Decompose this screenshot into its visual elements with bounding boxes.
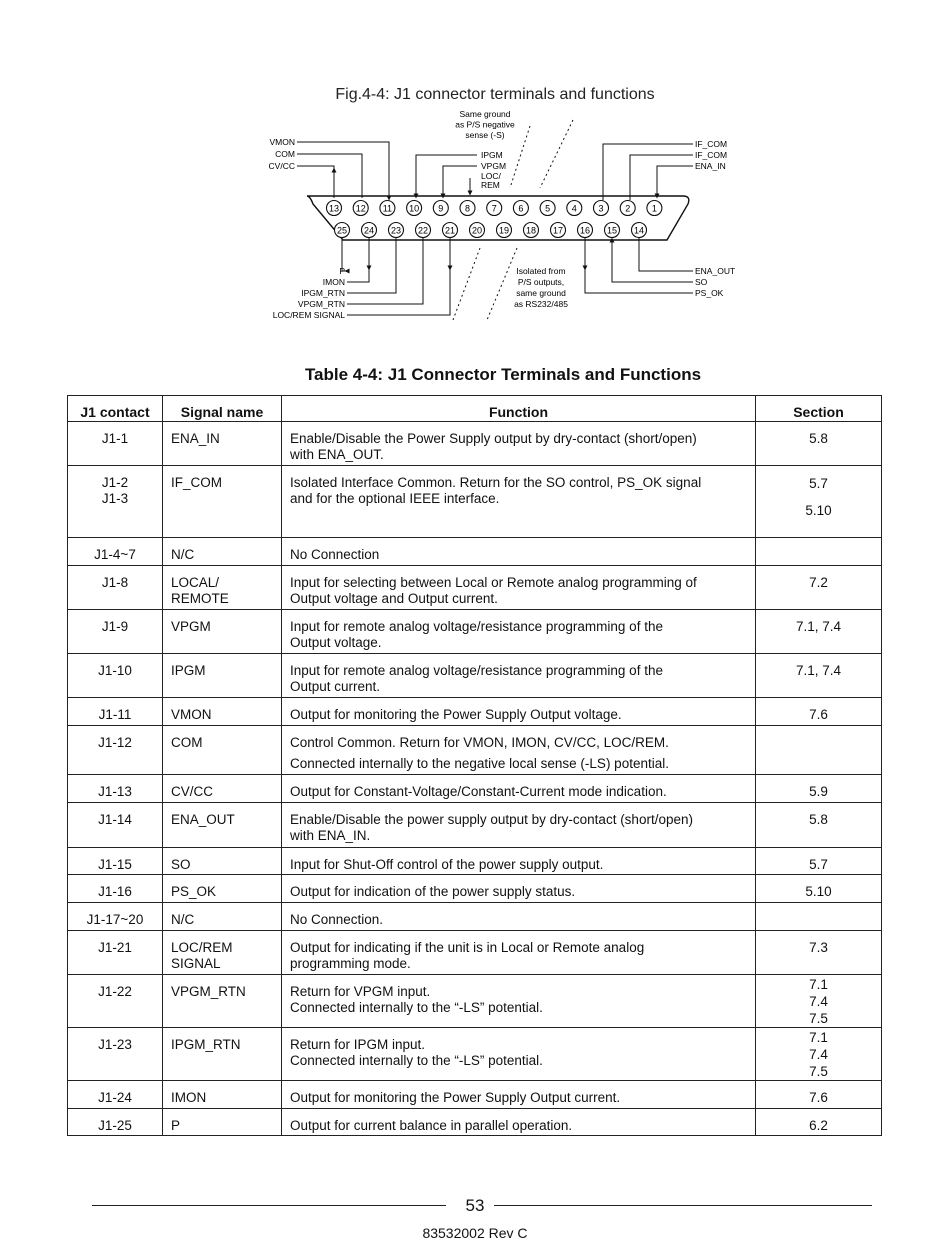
function-cell: Control Common. Return for VMON, IMON, CV/CC, LOC/REM. Connected internally to the negative local sense (-LS) potential. — [282, 726, 756, 775]
pin-1 — [647, 201, 662, 216]
function-cell: Return for IPGM input. Connected internally to the “-LS” potential. — [282, 1028, 756, 1081]
signal-label: IF_COM — [695, 139, 728, 149]
header-section: Section — [756, 396, 882, 422]
header-signal-name: Signal name — [163, 396, 282, 422]
pin-number: 11 — [382, 203, 393, 214]
contact-cell: J1-4~7 — [68, 538, 163, 566]
contact-cell: J1-15 — [68, 848, 163, 875]
contact-cell: J1-1 — [68, 422, 163, 466]
pin-number: 25 — [336, 225, 348, 236]
signal-label: VPGM — [481, 161, 507, 171]
section-cell: 7.1 7.4 7.5 — [756, 975, 882, 1028]
table-row — [68, 903, 882, 931]
function-cell: Input for remote analog voltage/resistance programming of the Output current. — [282, 654, 756, 698]
pin-15 — [605, 223, 620, 238]
table-row — [68, 610, 882, 654]
signal-cell: COM — [163, 726, 282, 775]
table-row — [68, 1109, 882, 1136]
pin-number: 19 — [498, 225, 510, 236]
section-cell: 7.2 — [756, 566, 882, 610]
table-title: Table 4-4: J1 Connector Terminals and Functions — [304, 365, 702, 384]
signal-cell: N/C — [163, 538, 282, 566]
contact-cell: J1-25 — [68, 1109, 163, 1136]
section-cell: 7.1 7.4 7.5 — [756, 1028, 882, 1081]
section-cell: 5.9 — [756, 775, 882, 803]
pin-number: 20 — [471, 225, 483, 236]
contact-cell: J1-8 — [68, 566, 163, 610]
table-row — [68, 875, 882, 903]
signal-label: ENA_OUT — [695, 266, 736, 276]
pin-number: 22 — [417, 225, 429, 236]
signal-cell: CV/CC — [163, 775, 282, 803]
function-cell: No Connection. — [282, 903, 756, 931]
pin-number: 7 — [491, 203, 497, 214]
contact-cell: J1-12 — [68, 726, 163, 775]
pin-number: 17 — [552, 225, 564, 236]
section-cell — [756, 538, 882, 566]
contact-cell: J1-14 — [68, 803, 163, 848]
note-bottom-line: as RS232/485 — [514, 299, 568, 309]
pin-number: 8 — [464, 203, 471, 214]
function-cell: Input for remote analog voltage/resistance programming of the Output voltage. — [282, 610, 756, 654]
contact-cell: J1-9 — [68, 610, 163, 654]
pin-5 — [540, 201, 555, 216]
signal-cell: LOC/REM SIGNAL — [163, 931, 282, 975]
table-row — [68, 422, 882, 466]
contact-cell: J1-24 — [68, 1081, 163, 1109]
signal-cell: N/C — [163, 903, 282, 931]
pin-11 — [380, 201, 395, 216]
pin-12 — [353, 201, 368, 216]
function-cell: Output for Constant-Voltage/Constant-Current mode indication. — [282, 775, 756, 803]
pin-number: 10 — [409, 203, 420, 214]
signal-label: LOC/REM SIGNAL — [272, 310, 345, 320]
pin-number: 13 — [328, 203, 340, 214]
signal-cell: ENA_OUT — [163, 803, 282, 848]
pin-16 — [578, 223, 593, 238]
contact-cell: J1-11 — [68, 698, 163, 726]
pin-number: 2 — [625, 203, 631, 214]
signal-label: VMON — [269, 137, 295, 147]
section-cell: 7.3 — [756, 931, 882, 975]
signal-cell: LOCAL/ REMOTE — [163, 566, 282, 610]
pin-number: 21 — [444, 225, 456, 236]
signal-label: REM — [481, 180, 500, 190]
signal-cell: PS_OK — [163, 875, 282, 903]
j1-connector-diagram — [255, 108, 755, 328]
pin-number: 24 — [363, 225, 375, 236]
pin-23 — [389, 223, 404, 238]
contact-cell: J1-16 — [68, 875, 163, 903]
signal-label: P — [339, 266, 345, 276]
signal-cell: VPGM — [163, 610, 282, 654]
table-row — [68, 726, 882, 775]
signal-label: IMON — [322, 277, 345, 287]
signal-cell: VPGM_RTN — [163, 975, 282, 1028]
pin-number: 6 — [518, 203, 524, 214]
table-row — [68, 848, 882, 875]
function-cell: Input for selecting between Local or Remote analog programming of Output voltage and Output current. — [282, 566, 756, 610]
signal-label: IPGM — [481, 150, 503, 160]
pin-17 — [551, 223, 566, 238]
section-cell: 5.8 — [756, 803, 882, 848]
signal-cell: IMON — [163, 1081, 282, 1109]
table-row — [68, 931, 882, 975]
pin-number: 4 — [571, 203, 577, 214]
section-cell: 7.6 — [756, 698, 882, 726]
signal-label: PS_OK — [695, 288, 724, 298]
function-cell: No Connection — [282, 538, 756, 566]
signal-cell: P — [163, 1109, 282, 1136]
pin-6 — [513, 201, 528, 216]
note-top-line: sense (-S) — [465, 130, 505, 140]
note-bottom-line: P/S outputs, — [517, 277, 565, 287]
contact-cell: J1-13 — [68, 775, 163, 803]
pin-number: 23 — [390, 225, 402, 236]
pin-number: 14 — [633, 225, 645, 236]
function-cell: Output for current balance in parallel operation. — [282, 1109, 756, 1136]
signal-label: CV/CC — [268, 161, 295, 171]
section-cell: 5.10 — [756, 875, 882, 903]
signal-label: ENA_IN — [695, 161, 726, 171]
signal-cell: IPGM_RTN — [163, 1028, 282, 1081]
function-cell: Input for Shut-Off control of the power supply output. — [282, 848, 756, 875]
section-cell: 6.2 — [756, 1109, 882, 1136]
function-cell: Output for monitoring the Power Supply Output current. — [282, 1081, 756, 1109]
signal-cell: ENA_IN — [163, 422, 282, 466]
function-cell: Enable/Disable the Power Supply output by dry-contact (short/open) with ENA_OUT. — [282, 422, 756, 466]
section-cell: 5.7 — [756, 848, 882, 875]
function-cell: Output for indication of the power supply status. — [282, 875, 756, 903]
signal-label: LOC/ — [481, 171, 501, 181]
document-code: 83532002 Rev C — [422, 1225, 528, 1241]
function-cell: Enable/Disable the power supply output by dry-contact (short/open) with ENA_IN. — [282, 803, 756, 848]
table-row — [68, 566, 882, 610]
contact-cell: J1-22 — [68, 975, 163, 1028]
pin-number: 3 — [598, 203, 604, 214]
pin-9 — [433, 201, 448, 216]
section-cell: 5.8 — [756, 422, 882, 466]
pin-13 — [327, 201, 342, 216]
table-row — [68, 775, 882, 803]
signal-label: IF_COM — [695, 150, 728, 160]
signal-label: VPGM_RTN — [297, 299, 345, 309]
contact-cell: J1-23 — [68, 1028, 163, 1081]
pin-number: 5 — [545, 203, 551, 214]
function-cell: Return for VPGM input. Connected internally to the “-LS” potential. — [282, 975, 756, 1028]
contact-cell: J1-2 J1-3 — [68, 466, 163, 538]
pin-18 — [524, 223, 539, 238]
pin-3 — [594, 201, 609, 216]
pin-number: 15 — [606, 225, 618, 236]
signal-cell: VMON — [163, 698, 282, 726]
pin-21 — [443, 223, 458, 238]
section-cell: 5.7 5.10 — [756, 466, 882, 538]
page-number: 53 — [465, 1196, 485, 1215]
j1-terminals-table — [67, 395, 882, 1136]
table-row — [68, 1081, 882, 1109]
function-cell: Output for monitoring the Power Supply Output voltage. — [282, 698, 756, 726]
contact-cell: J1-21 — [68, 931, 163, 975]
top-pin-row — [327, 201, 662, 216]
contact-cell: J1-17~20 — [68, 903, 163, 931]
pin-7 — [487, 201, 502, 216]
section-cell: 7.6 — [756, 1081, 882, 1109]
table-row — [68, 803, 882, 848]
pin-24 — [362, 223, 377, 238]
header-j1-contact: J1 contact — [68, 396, 163, 422]
pin-19 — [497, 223, 512, 238]
figure-title: Fig.4-4: J1 connector terminals and functions — [335, 86, 655, 103]
signal-cell: IF_COM — [163, 466, 282, 538]
note-bottom-line: Isolated from — [516, 266, 566, 276]
pin-14 — [632, 223, 647, 238]
signal-label: COM — [275, 149, 295, 159]
table-row — [68, 466, 882, 538]
section-cell — [756, 903, 882, 931]
table-header-row — [68, 396, 882, 422]
section-cell — [756, 726, 882, 775]
pin-22 — [416, 223, 431, 238]
section-cell: 7.1, 7.4 — [756, 654, 882, 698]
table-row — [68, 538, 882, 566]
table-row — [68, 1028, 882, 1081]
signal-cell: IPGM — [163, 654, 282, 698]
signal-cell: SO — [163, 848, 282, 875]
pin-number: 18 — [525, 225, 537, 236]
contact-cell: J1-10 — [68, 654, 163, 698]
pin-25 — [335, 223, 350, 238]
note-bottom-line: same ground — [516, 288, 566, 298]
pin-number: 1 — [651, 203, 657, 214]
table-row — [68, 654, 882, 698]
bottom-pin-row — [335, 223, 647, 238]
pin-number: 12 — [355, 203, 366, 214]
header-function: Function — [282, 396, 756, 422]
signal-label: IPGM_RTN — [301, 288, 345, 298]
note-top-line: Same ground — [459, 109, 511, 119]
pin-number: 9 — [438, 203, 444, 214]
pin-2 — [620, 201, 635, 216]
pin-8 — [460, 201, 475, 216]
function-cell: Output for indicating if the unit is in Local or Remote analog programming mode. — [282, 931, 756, 975]
table-row — [68, 975, 882, 1028]
pin-10 — [407, 201, 422, 216]
signal-label: SO — [695, 277, 708, 287]
note-top-line: as P/S negative — [455, 119, 515, 130]
table-row — [68, 698, 882, 726]
pin-20 — [470, 223, 485, 238]
section-cell: 7.1, 7.4 — [756, 610, 882, 654]
function-cell: Isolated Interface Common. Return for the SO control, PS_OK signal and for the optional IEEE interface. — [282, 466, 756, 538]
pin-4 — [567, 201, 582, 216]
pin-number: 16 — [579, 225, 591, 236]
